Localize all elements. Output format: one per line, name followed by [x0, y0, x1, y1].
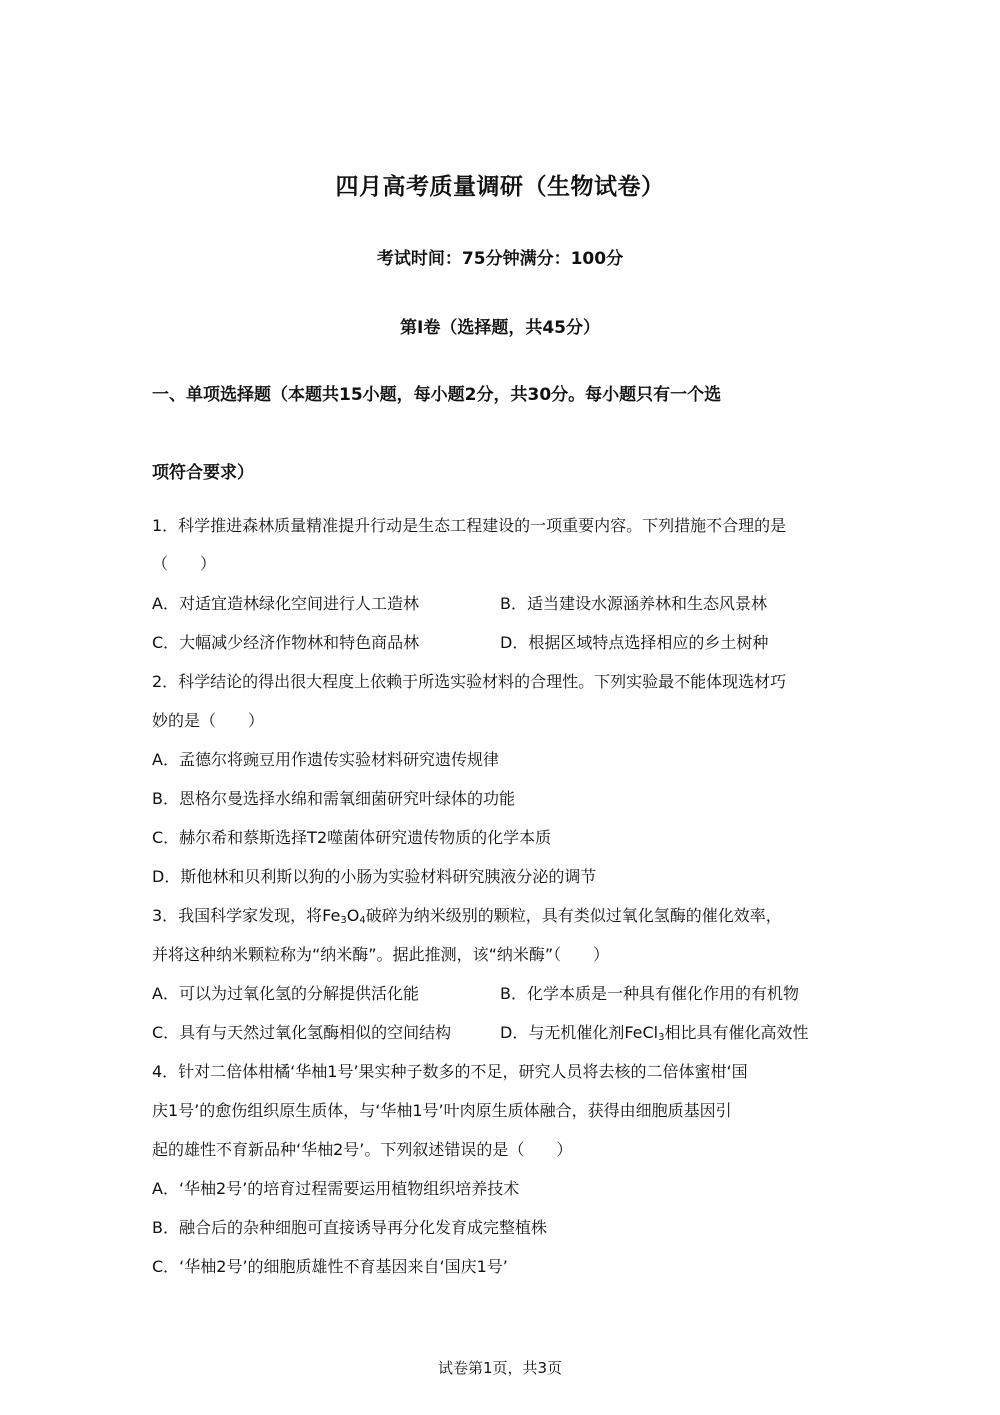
exam-info: 考试时间：75分钟满分：100分 [376, 249, 624, 269]
q1-stem-line2: （ ） [152, 554, 217, 573]
q4-option-b: B．融合后的杂种细胞可直接诱导再分化发育成完整植株 [152, 1218, 547, 1237]
q3-option-d-subscript: 3 [658, 1032, 665, 1043]
q1-stem-line1: 1．科学推进森林质量精准提升行动是生态工程建设的一项重要内容。下列措施不合理的是 [152, 516, 787, 535]
q3-subscript-1: 3 [340, 915, 347, 926]
q3-stem-line2: 并将这种纳米颗粒称为“纳米酶”。据此推测，该“纳米酶”（ ） [152, 945, 610, 964]
q3-subscript-2: 4 [359, 915, 366, 926]
q2-option-d: D．斯他林和贝利斯以狗的小肠为实验材料研究胰液分泌的调节 [152, 867, 597, 886]
q3-stem-part1: 3．我国科学家发现，将Fe [152, 906, 341, 925]
q4-stem-line3: 起的雄性不育新品种‘华柚2号’。下列叙述错误的是（ ） [152, 1140, 573, 1159]
q1-option-b: B．适当建设水源涵养林和生态风景林 [500, 594, 767, 613]
q3-option-c: C．具有与天然过氧化氢酶相似的空间结构 [152, 1023, 452, 1042]
q3-option-b: B．化学本质是一种具有催化作用的有机物 [500, 984, 799, 1003]
page-title: 四月高考质量调研（生物试卷） [335, 174, 665, 200]
q3-stem-line1 [152, 903, 862, 926]
volume-heading: 第Ⅰ卷（选择题，共45分） [400, 318, 600, 338]
q1-option-a: A．对适宜造林绿化空间进行人工造林 [152, 594, 419, 613]
q3-option-d [500, 1020, 809, 1043]
q4-option-c: C．‘华柚2号’的细胞质雄性不育基因来自‘国庆1号’ [152, 1257, 508, 1276]
section-heading-line1: 一、单项选择题（本题共15小题，每小题2分，共30分。每小题只有一个选 [152, 385, 722, 405]
page-footer: 试卷第1页，共3页 [437, 1359, 563, 1377]
q1-option-c: C．大幅减少经济作物林和特色商品林 [152, 633, 420, 652]
q2-stem-line1: 2．科学结论的得出很大程度上依赖于所选实验材料的合理性。下列实验最不能体现选材巧 [152, 672, 787, 691]
q3-option-d-part1: D．与无机催化剂FeCl [500, 1023, 659, 1042]
q3-stem-part2: O [346, 906, 360, 925]
q1-option-d: D．根据区域特点选择相应的乡土树种 [500, 633, 769, 652]
q4-stem-line2: 庆1号’的愈伤组织原生质体，与‘华柚1号’叶肉原生质体融合，获得由细胞质基因引 [152, 1101, 732, 1120]
q2-option-a: A．孟德尔将豌豆用作遗传实验材料研究遗传规律 [152, 750, 499, 769]
q2-option-b: B．恩格尔曼选择水绵和需氧细菌研究叶绿体的功能 [152, 789, 515, 808]
q4-stem-line1: 4．针对二倍体柑橘‘华柚1号’果实种子数多的不足，研究人员将去核的二倍体蜜柑‘国 [152, 1062, 748, 1081]
q2-stem-line2: 妙的是（ ） [152, 711, 265, 730]
section-heading-line2: 项符合要求） [152, 463, 254, 483]
q2-option-c: C．赫尔希和蔡斯选择T2噬菌体研究遗传物质的化学本质 [152, 828, 552, 847]
q3-stem-part3: 破碎为纳米级别的颗粒，具有类似过氧化氢酶的催化效率， [365, 906, 782, 925]
q4-option-a: A．‘华柚2号’的培育过程需要运用植物组织培养技术 [152, 1179, 520, 1198]
q3-option-a: A．可以为过氧化氢的分解提供活化能 [152, 984, 419, 1003]
q3-option-d-part2: 相比具有催化高效性 [664, 1023, 809, 1042]
